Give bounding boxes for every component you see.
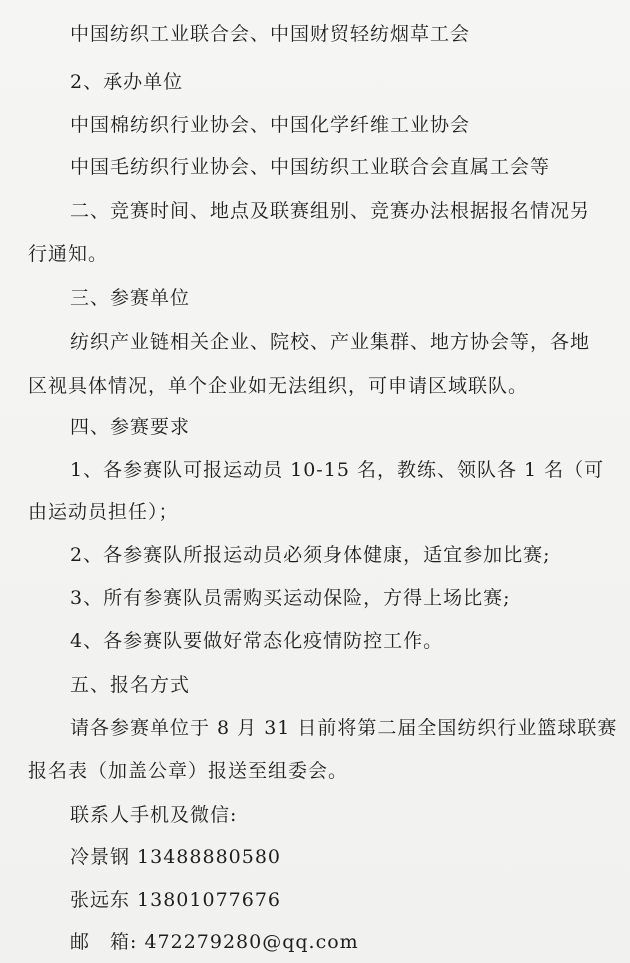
text-line-17: 请各参赛单位于 8 月 31 日前将第二届全国纺织行业篮球联赛 (70, 717, 618, 739)
text-line-21: 张远东 13801077676 (70, 889, 282, 911)
text-line-19: 联系人手机及微信: (70, 804, 238, 826)
text-line-2: 2、承办单位 (70, 71, 184, 93)
text-line-8: 纺织产业链相关企业、院校、产业集群、地方协会等，各地 (70, 331, 591, 353)
text-line-11: 1、各参赛队可报运动员 10-15 名，教练、领队各 1 名（可 (70, 459, 605, 481)
text-line-5: 二、竞赛时间、地点及联赛组别、竞赛办法根据报名情况另 (70, 200, 591, 222)
text-line-1: 中国纺织工业联合会、中国财贸轻纺烟草工会 (70, 23, 471, 45)
text-line-16: 五、报名方式 (70, 674, 191, 696)
text-line-12: 由运动员担任）； (28, 501, 179, 523)
text-line-9: 区视具体情况，单个企业如无法组织，可申请区域联队。 (28, 375, 529, 397)
text-line-15: 4、各参赛队要做好常态化疫情防控工作。 (70, 630, 444, 652)
text-line-6: 行通知。 (28, 243, 109, 265)
text-line-20: 冷景钢 13488880580 (70, 846, 282, 868)
text-line-4: 中国毛纺织行业协会、中国纺织工业联合会直属工会等 (70, 156, 551, 178)
text-line-13: 2、各参赛队所报运动员必须身体健康，适宜参加比赛; (70, 544, 551, 566)
text-line-7: 三、参赛单位 (70, 287, 191, 309)
text-line-22: 邮 箱: 472279280@qq.com (70, 931, 359, 953)
text-line-18: 报名表（加盖公章）报送至组委会。 (28, 760, 349, 782)
text-line-10: 四、参赛要求 (70, 416, 191, 438)
text-line-3: 中国棉纺织行业协会、中国化学纤维工业协会 (70, 114, 471, 136)
text-line-14: 3、所有参赛队员需购买运动保险，方得上场比赛; (70, 587, 511, 609)
